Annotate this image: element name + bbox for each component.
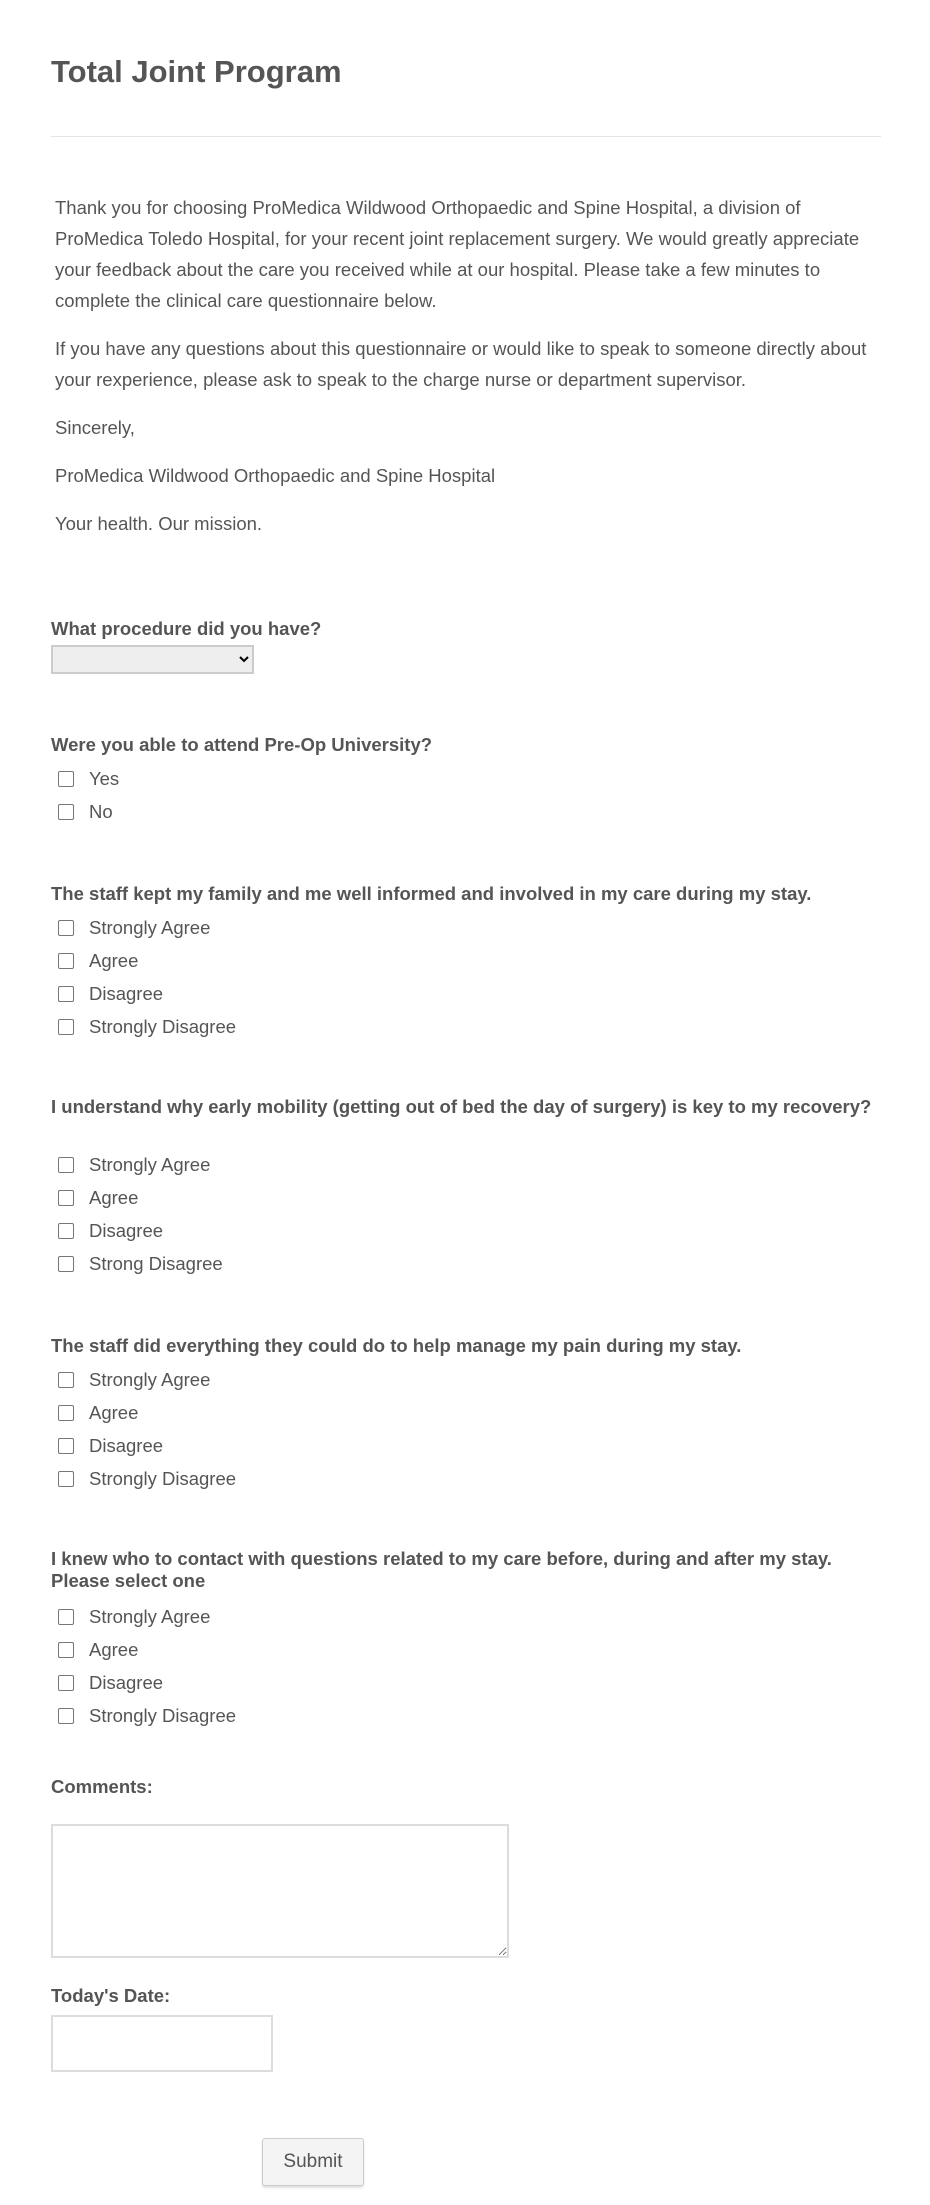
option-agree[interactable] <box>58 950 138 972</box>
checkbox[interactable] <box>58 1019 74 1035</box>
procedure-question: What procedure did you have? <box>51 618 322 639</box>
option-label: Strongly Agree <box>89 1154 211 1175</box>
checkbox[interactable] <box>58 1190 74 1206</box>
checkbox[interactable] <box>58 953 74 969</box>
option-label: Disagree <box>89 1220 164 1241</box>
option-yes[interactable] <box>58 768 119 790</box>
divider <box>51 136 881 137</box>
option-strongly-disagree[interactable] <box>58 1016 236 1038</box>
option-label: Strong Disagree <box>89 1253 223 1274</box>
option-label: Disagree <box>89 1672 164 1693</box>
option-label: Yes <box>89 768 120 789</box>
comments-label: Comments: <box>51 1776 153 1797</box>
checkbox[interactable] <box>58 1438 74 1454</box>
option-strongly-disagree[interactable] <box>58 1468 236 1490</box>
option-label: Strongly Agree <box>89 1369 211 1390</box>
option-label: Agree <box>89 1402 139 1423</box>
checkbox[interactable] <box>58 1256 74 1272</box>
option-agree[interactable] <box>58 1402 138 1424</box>
checkbox[interactable] <box>58 920 74 936</box>
intro-paragraph: Your health. Our mission. <box>55 513 263 534</box>
contact-question: I knew who to contact with questions related to my care before, during and after my stay. Please select one <box>51 1548 832 1591</box>
option-label: Strongly Agree <box>89 1606 211 1627</box>
intro-text <box>55 192 885 556</box>
option-label: Agree <box>89 950 139 971</box>
option-label: Strongly Disagree <box>89 1468 237 1489</box>
date-label: Today's Date: <box>51 1985 171 2006</box>
option-label: Disagree <box>89 1435 164 1456</box>
comments-textarea[interactable] <box>51 1824 509 1958</box>
checkbox[interactable] <box>58 986 74 1002</box>
option-disagree[interactable] <box>58 983 163 1005</box>
page-title: Total Joint Program <box>51 54 342 89</box>
checkbox[interactable] <box>58 1157 74 1173</box>
option-no[interactable] <box>58 801 113 823</box>
option-agree[interactable] <box>58 1187 138 1209</box>
option-label: Strongly Disagree <box>89 1016 237 1037</box>
date-input[interactable] <box>51 2015 273 2072</box>
pain-question: The staff did everything they could do to help manage my pain during my stay. <box>51 1335 742 1356</box>
procedure-select[interactable] <box>51 645 254 674</box>
option-disagree[interactable] <box>58 1672 163 1694</box>
option-label: Agree <box>89 1187 139 1208</box>
checkbox[interactable] <box>58 1675 74 1691</box>
mobility-question: I understand why early mobility (getting out of bed the day of surgery) is key to my recovery? <box>51 1096 872 1117</box>
option-label: Agree <box>89 1639 139 1660</box>
checkbox[interactable] <box>58 804 74 820</box>
intro-paragraph: Sincerely, <box>55 417 135 438</box>
option-label: Disagree <box>89 983 164 1004</box>
option-disagree[interactable] <box>58 1220 163 1242</box>
informed-question: The staff kept my family and me well informed and involved in my care during my stay. <box>51 883 812 904</box>
intro-paragraph: Thank you for choosing ProMedica Wildwood Orthopaedic and Spine Hospital, a division of ProMedica Toledo Hospital, for your recent joint replacement surgery. We would greatly appreciate your feedback about the care you received while at our hospital. Please take a few minutes to complete the clinical care questionnaire below. <box>55 197 860 311</box>
option-strongly-agree[interactable] <box>58 1154 210 1176</box>
option-strong-disagree[interactable] <box>58 1253 223 1275</box>
option-disagree[interactable] <box>58 1435 163 1457</box>
checkbox[interactable] <box>58 1372 74 1388</box>
option-label: Strongly Disagree <box>89 1705 237 1726</box>
checkbox[interactable] <box>58 1642 74 1658</box>
checkbox[interactable] <box>58 1405 74 1421</box>
checkbox[interactable] <box>58 771 74 787</box>
checkbox[interactable] <box>58 1223 74 1239</box>
checkbox[interactable] <box>58 1471 74 1487</box>
intro-paragraph: If you have any questions about this questionnaire or would like to speak to someone directly about your rexperience, please ask to speak to the charge nurse or department supervisor. <box>55 338 867 390</box>
option-strongly-agree[interactable] <box>58 917 210 939</box>
checkbox[interactable] <box>58 1708 74 1724</box>
option-label: No <box>89 801 113 822</box>
preop-question: Were you able to attend Pre-Op University? <box>51 734 433 755</box>
intro-paragraph: ProMedica Wildwood Orthopaedic and Spine Hospital <box>55 465 496 486</box>
option-agree[interactable] <box>58 1639 138 1661</box>
option-label: Strongly Agree <box>89 917 211 938</box>
option-strongly-agree[interactable] <box>58 1606 210 1628</box>
option-strongly-agree[interactable] <box>58 1369 210 1391</box>
checkbox[interactable] <box>58 1609 74 1625</box>
option-strongly-disagree[interactable] <box>58 1705 236 1727</box>
submit-button[interactable]: Submit <box>262 2138 364 2186</box>
